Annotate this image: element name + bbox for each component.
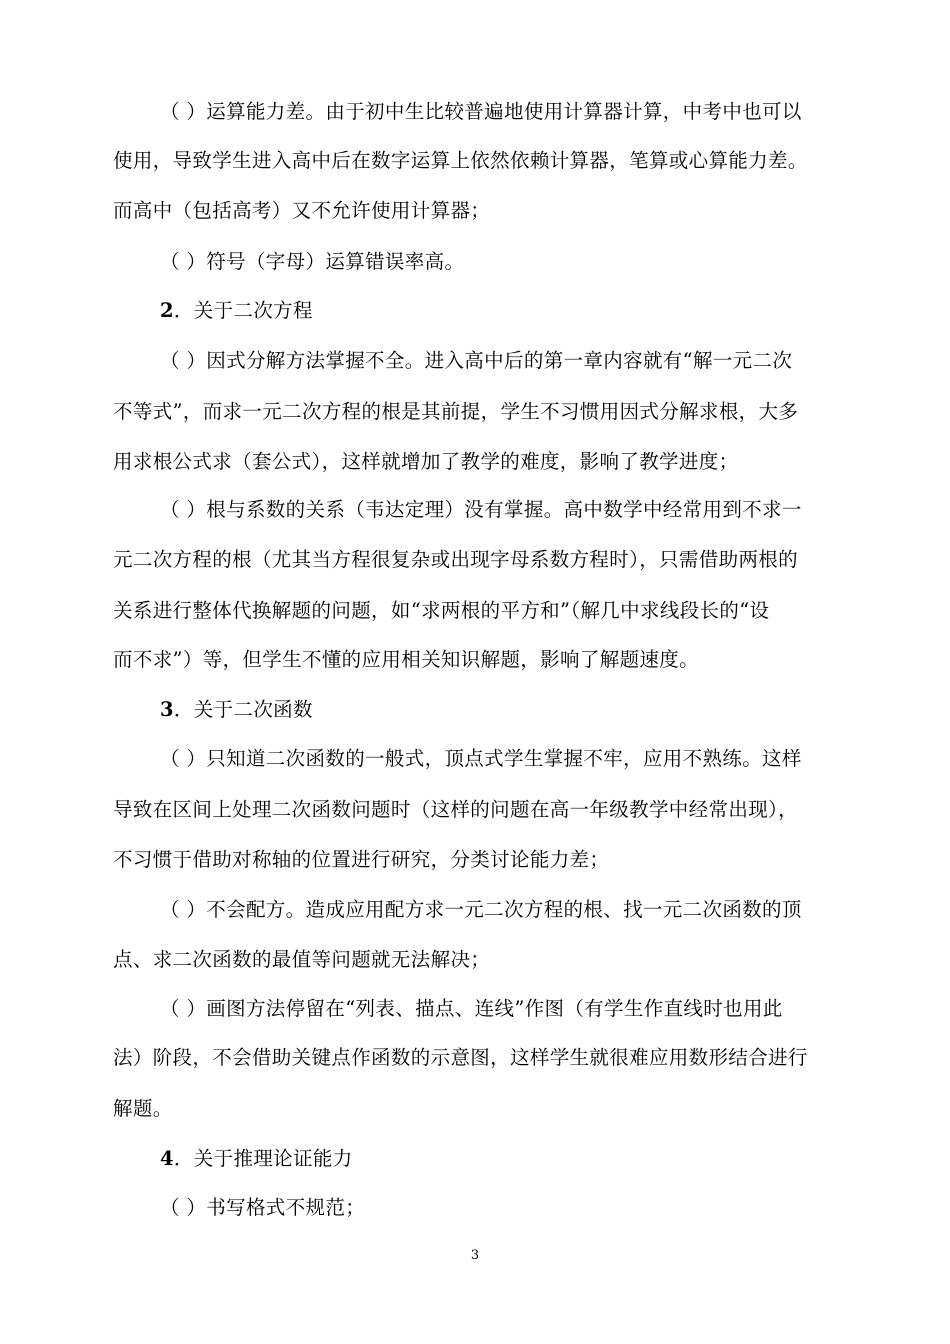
paragraph-line: （ ）书写格式不规范； (160, 1196, 366, 1219)
paragraph-line: 导致在区间上处理二次函数问题时（这样的问题在高一年级教学中经常出现）， (113, 798, 799, 821)
paragraph-line: （ ）因式分解方法掌握不全。进入高中后的第一章内容就有“解一元二次 (160, 349, 793, 372)
section-number: 4 (160, 1147, 174, 1170)
paragraph-line: 用求根公式求（套公式），这样就增加了教学的难度，影响了教学进度； (113, 450, 739, 473)
paragraph-line: 关系进行整体代换解题的问题，如“求两根的平方和”（解几中求线段长的“设 (113, 599, 770, 622)
section-title: ．关于二次方程 (173, 299, 313, 322)
section-heading (160, 297, 313, 325)
paragraph-line: 元二次方程的根（尤其当方程很复杂或出现字母系数方程时），只需借助两根的 (113, 548, 799, 571)
paragraph-line: 而不求”）等，但学生不懂的应用相关知识解题，影响了解题速度。 (113, 648, 699, 671)
paragraph-line: 而高中（包括高考）又不允许使用计算器； (113, 199, 491, 222)
paragraph-line: 不等式”，而求一元二次方程的根是其前提，学生不习惯用因式分解求根，大多 (113, 400, 799, 423)
paragraph-line: （ ）运算能力差。由于初中生比较普遍地使用计算器计算，中考中也可以 (160, 100, 802, 123)
paragraph-line: 解题。 (113, 1097, 173, 1120)
section-heading (160, 1145, 353, 1173)
paragraph-line: （ ）不会配方。造成应用配方求一元二次方程的根、找一元二次函数的顶 (160, 898, 802, 921)
paragraph-line: 点、求二次函数的最值等问题就无法解决； (113, 948, 491, 971)
paragraph-line: 使用，导致学生进入高中后在数字运算上依然依赖计算器，笔算或心算能力差。 (113, 149, 808, 172)
paragraph-line: 不习惯于借助对称轴的位置进行研究，分类讨论能力差； (113, 848, 610, 871)
page-number: 3 (470, 1248, 480, 1263)
paragraph-line: （ ）画图方法停留在“列表、描点、连线”作图（有学生作直线时也用此 (160, 997, 783, 1020)
paragraph-line: 法）阶段，不会借助关键点作函数的示意图，这样学生就很难应用数形结合进行 (113, 1046, 808, 1069)
section-title: ．关于推理论证能力 (173, 1147, 353, 1170)
paragraph-line: （ ）符号（字母）运算错误率高。 (160, 250, 465, 273)
paragraph-line: （ ）只知道二次函数的一般式，顶点式学生掌握不牢，应用不熟练。这样 (160, 747, 802, 770)
paragraph-line: （ ）根与系数的关系（韦达定理）没有掌握。高中数学中经常用到不求一 (160, 498, 802, 521)
section-heading (160, 696, 313, 724)
section-number: 3 (160, 698, 174, 721)
section-number: 2 (160, 299, 174, 322)
section-title: ．关于二次函数 (173, 698, 313, 721)
